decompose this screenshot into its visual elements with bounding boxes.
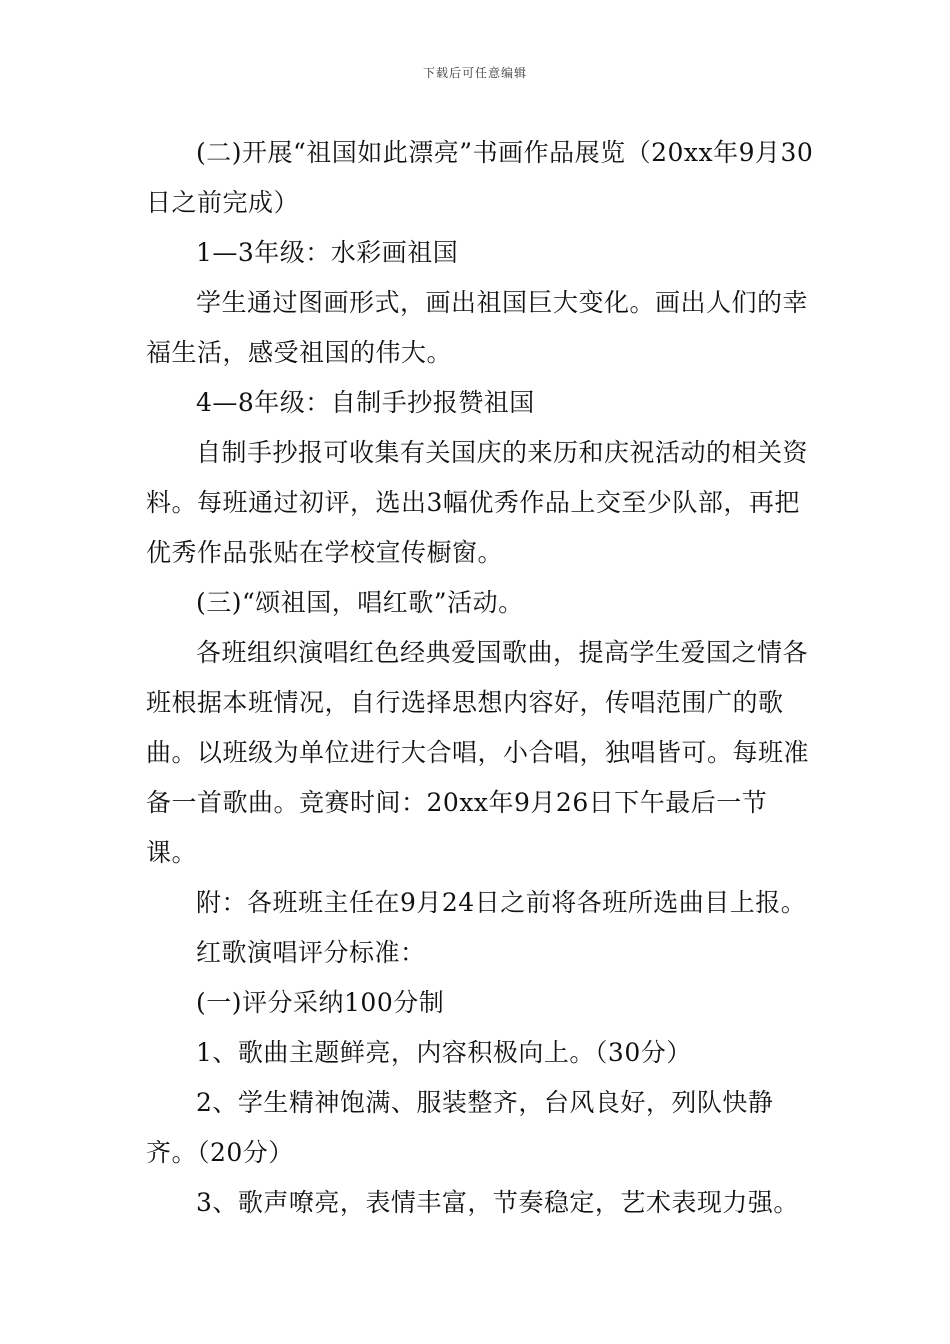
paragraph-exhibition-title: (二)开展“祖国如此漂亮”书画作品展览（20xx年9月30日之前完成） [146,138,814,217]
paragraph-red-song-title: (三)“颂祖国，唱红歌”活动。 [196,588,524,617]
paragraph-grade-1-3: 1—3年级：水彩画祖国 [196,238,459,267]
paragraph-scoring-title: 红歌演唱评分标准： [196,938,426,967]
document-body [146,128,816,1228]
paragraph-criterion-1: 1、歌曲主题鲜亮，内容积极向上。（30分） [196,1038,692,1067]
paragraph-appendix: 附：各班班主任在9月24日之前将各班所选曲目上报。 [196,888,807,917]
paragraph-criterion-2: 2、学生精神饱满、服装整齐，台风良好，列队快静齐。（20分） [146,1088,774,1167]
paragraph-grade-4-8: 4—8年级：自制手抄报赞祖国 [196,388,535,417]
page-header: 下载后可任意编辑 [422,66,527,80]
paragraph-grade-4-8-desc: 自制手抄报可收集有关国庆的来历和庆祝活动的相关资料。每班通过初评，选出3幅优秀作品上交至少队部，再把优秀作品张贴在学校宣传橱窗。 [146,438,809,567]
paragraph-criterion-3: 3、歌声嘹亮，表情丰富，节奏稳定，艺术表现力强。 [196,1188,799,1217]
paragraph-scoring-system: (一)评分采纳100分制 [196,988,445,1017]
paragraph-grade-1-3-desc: 学生通过图画形式，画出祖国巨大变化。画出人们的幸福生活，感受祖国的伟大。 [146,288,809,367]
paragraph-red-song-desc: 各班组织演唱红色经典爱国歌曲，提高学生爱国之情各班根据本班情况，自行选择思想内容好，传唱范围广的歌曲。以班级为单位进行大合唱，小合唱，独唱皆可。每班准备一首歌曲。竞赛时间：20xx年9月26日下午最后一节课。 [146,638,810,867]
